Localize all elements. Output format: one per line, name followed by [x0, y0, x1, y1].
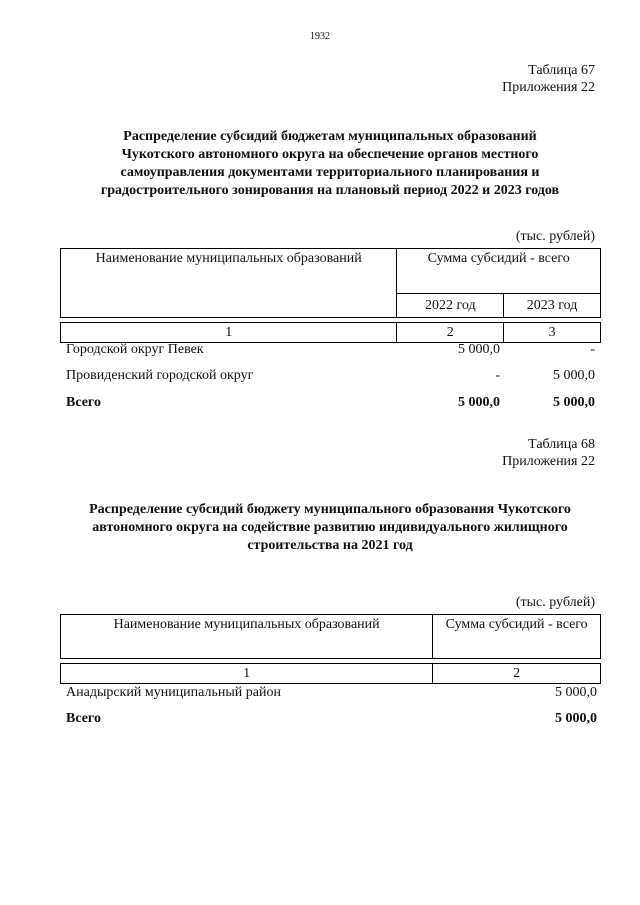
- table67-colnum-3: 3: [504, 323, 601, 343]
- table-row: [60, 368, 601, 386]
- row-name: Анадырский муниципальный район: [66, 685, 281, 700]
- row-value-2022: -: [495, 368, 500, 383]
- table67-unit: (тыс. рублей): [515, 229, 595, 244]
- table68-colnum-2: 2: [433, 664, 601, 684]
- table68-title: [60, 501, 600, 555]
- row-value: 5 000,0: [555, 685, 597, 700]
- total-label: Всего: [66, 395, 101, 410]
- table67-title: [60, 128, 600, 200]
- row-value-2023: 5 000,0: [553, 368, 595, 383]
- table68-title-line2: автономного округа на содействие развитию индивидуального жилищного: [92, 520, 568, 535]
- table67-reference: [502, 62, 595, 96]
- row-name: Городской округ Певек: [66, 342, 204, 357]
- total-label: Всего: [66, 711, 101, 726]
- total-row: [60, 395, 601, 413]
- table67-ref-line2: Приложения 22: [502, 80, 595, 95]
- table68-reference: [502, 436, 595, 470]
- row-value-2022: 5 000,0: [458, 342, 500, 357]
- table68-ref-line1: Таблица 68: [528, 437, 595, 452]
- table67-body: [60, 342, 601, 414]
- table68-body: [60, 685, 601, 731]
- table67-title-line1: Распределение субсидий бюджетам муниципальных образований: [123, 129, 537, 144]
- table68-ref-line2: Приложения 22: [502, 454, 595, 469]
- table67-title-line4: градостроительного зонирования на плановый период 2022 и 2023 годов: [100, 183, 560, 198]
- table67-title-line2: Чукотского автономного округа на обеспечение органов местного: [121, 147, 539, 162]
- total-row: [60, 711, 601, 729]
- table67-ref-line1: Таблица 67: [528, 63, 595, 78]
- table67-header-year1: 2022 год: [397, 294, 504, 318]
- total-value: 5 000,0: [555, 711, 597, 726]
- row-value-2023: -: [590, 342, 595, 357]
- table67-colnum-2: 2: [397, 323, 504, 343]
- table67-header-sum: Сумма субсидий - всего: [397, 249, 601, 294]
- row-name: Провиденский городской округ: [66, 368, 254, 383]
- table68-unit: (тыс. рублей): [515, 595, 595, 610]
- page-number: 1932: [310, 31, 330, 42]
- table67-header-year2: 2023 год: [504, 294, 601, 318]
- total-value-2022: 5 000,0: [458, 395, 500, 410]
- table68-header-name: Наименование муниципальных образований: [61, 615, 433, 659]
- total-value-2023: 5 000,0: [553, 395, 595, 410]
- table-row: [60, 342, 601, 360]
- table68-title-line3: строительства на 2021 год: [247, 538, 413, 553]
- table68-title-line1: Распределение субсидий бюджету муниципального образования Чукотского: [89, 502, 571, 517]
- table68-header-sum: Сумма субсидий - всего: [433, 615, 601, 659]
- table67-colnum-1: 1: [61, 323, 397, 343]
- table68-colnum-1: 1: [61, 664, 433, 684]
- table67-title-line3: самоуправления документами территориального планирования и: [120, 165, 540, 180]
- table68-header: [60, 614, 601, 684]
- table67-header-name: Наименование муниципальных образований: [61, 249, 397, 318]
- table-row: [60, 685, 601, 703]
- table67-header: [60, 248, 601, 343]
